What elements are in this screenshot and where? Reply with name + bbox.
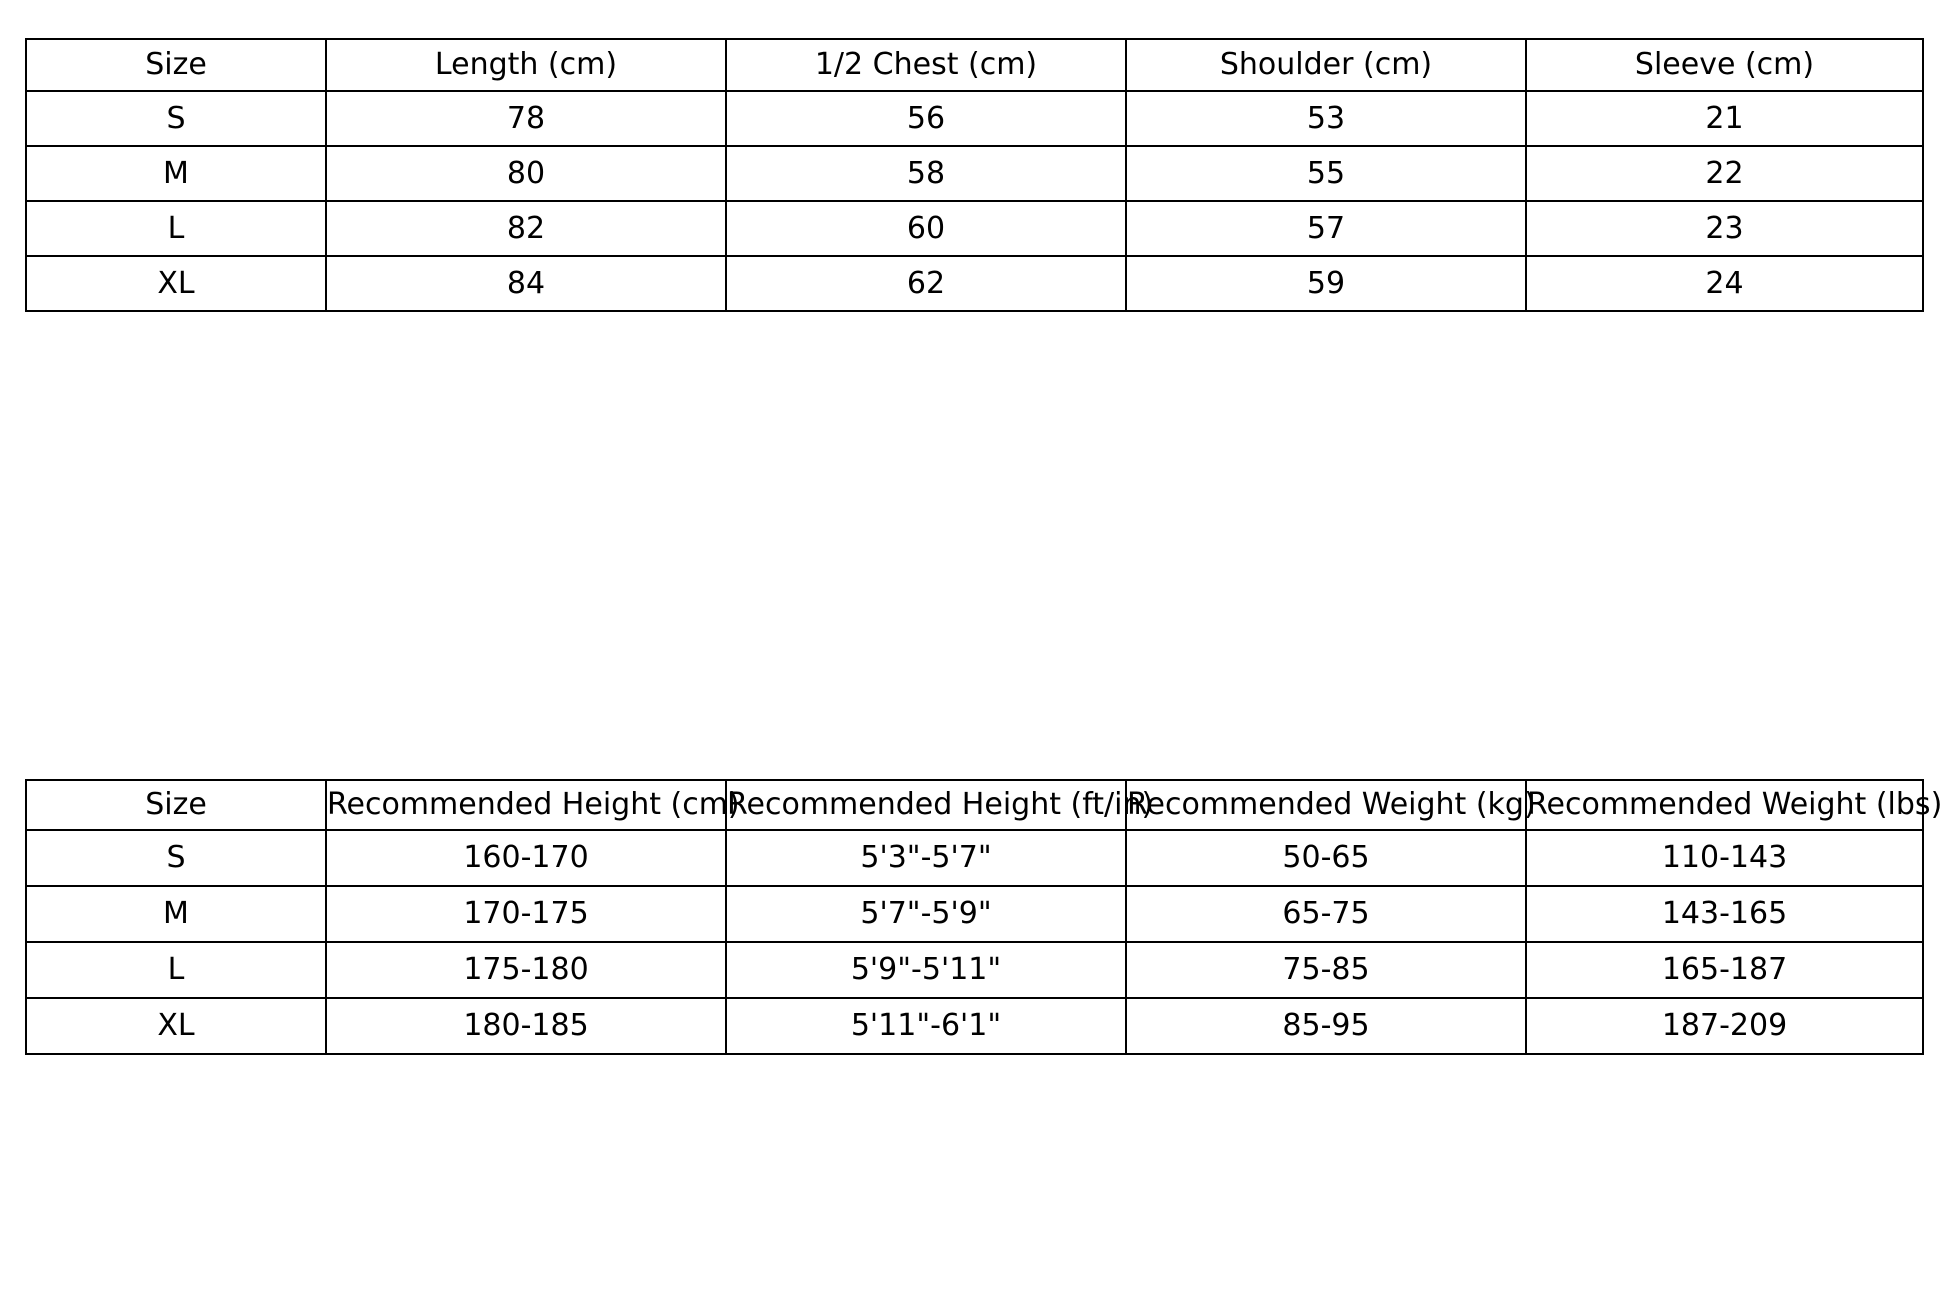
cell-height-cm: 170-175	[326, 886, 726, 942]
column-header-height-ftin	[726, 780, 1154, 830]
column-header-weight-kg	[1126, 780, 1536, 830]
column-header-size: Size	[26, 39, 326, 91]
cell-half-chest: 58	[726, 146, 1126, 201]
cell-half-chest: 60	[726, 201, 1126, 256]
cell-shoulder: 53	[1126, 91, 1526, 146]
cell-weight-kg: 65-75	[1126, 886, 1526, 942]
cell-size: XL	[26, 998, 326, 1054]
cell-size: S	[26, 830, 326, 886]
table-row	[26, 256, 1923, 311]
table-header-row	[26, 780, 1923, 830]
cell-height-ftin: 5'7"-5'9"	[726, 886, 1126, 942]
table-row	[26, 146, 1923, 201]
cell-length: 84	[326, 256, 726, 311]
table-row	[26, 886, 1923, 942]
column-header-sleeve: Sleeve (cm)	[1526, 39, 1923, 91]
cell-height-cm: 180-185	[326, 998, 726, 1054]
column-header-height-cm	[326, 780, 740, 830]
cell-shoulder: 59	[1126, 256, 1526, 311]
table-row	[26, 942, 1923, 998]
cell-length: 82	[326, 201, 726, 256]
cell-height-cm: 160-170	[326, 830, 726, 886]
column-header-size-label: Size	[145, 787, 207, 823]
column-header-weight-kg-label: Recommended Weight (kg)	[1127, 787, 1536, 823]
cell-height-ftin: 5'11"-6'1"	[726, 998, 1126, 1054]
column-header-length: Length (cm)	[326, 39, 726, 91]
cell-size: S	[26, 91, 326, 146]
cell-weight-lbs: 110-143	[1526, 830, 1923, 886]
cell-sleeve: 21	[1526, 91, 1923, 146]
garment-measurements-table	[25, 38, 1924, 312]
column-header-weight-lbs-label: Recommended Weight (lbs)	[1527, 787, 1943, 823]
cell-weight-lbs: 187-209	[1526, 998, 1923, 1054]
cell-half-chest: 56	[726, 91, 1126, 146]
column-header-height-ftin-label: Recommended Height (ft/in)	[727, 787, 1154, 823]
cell-height-ftin: 5'3"-5'7"	[726, 830, 1126, 886]
cell-length: 80	[326, 146, 726, 201]
cell-height-cm: 175-180	[326, 942, 726, 998]
table-row	[26, 998, 1923, 1054]
column-header-height-cm-label: Recommended Height (cm)	[327, 787, 740, 823]
table-row	[26, 91, 1923, 146]
cell-weight-lbs: 165-187	[1526, 942, 1923, 998]
cell-size: L	[26, 942, 326, 998]
cell-weight-kg: 85-95	[1126, 998, 1526, 1054]
table-row	[26, 830, 1923, 886]
cell-shoulder: 57	[1126, 201, 1526, 256]
cell-size: M	[26, 886, 326, 942]
cell-height-ftin: 5'9"-5'11"	[726, 942, 1126, 998]
cell-size: XL	[26, 256, 326, 311]
cell-weight-lbs: 143-165	[1526, 886, 1923, 942]
size-recommendations-table	[25, 779, 1943, 1055]
cell-size: M	[26, 146, 326, 201]
column-header-shoulder: Shoulder (cm)	[1126, 39, 1526, 91]
table-row	[26, 201, 1923, 256]
cell-weight-kg: 50-65	[1126, 830, 1526, 886]
cell-size: L	[26, 201, 326, 256]
column-header-half-chest: 1/2 Chest (cm)	[726, 39, 1126, 91]
column-header-size	[26, 780, 326, 830]
cell-sleeve: 24	[1526, 256, 1923, 311]
column-header-weight-lbs	[1526, 780, 1943, 830]
cell-length: 78	[326, 91, 726, 146]
cell-weight-kg: 75-85	[1126, 942, 1526, 998]
cell-shoulder: 55	[1126, 146, 1526, 201]
table-header-row	[26, 39, 1923, 91]
cell-half-chest: 62	[726, 256, 1126, 311]
cell-sleeve: 22	[1526, 146, 1923, 201]
cell-sleeve: 23	[1526, 201, 1923, 256]
